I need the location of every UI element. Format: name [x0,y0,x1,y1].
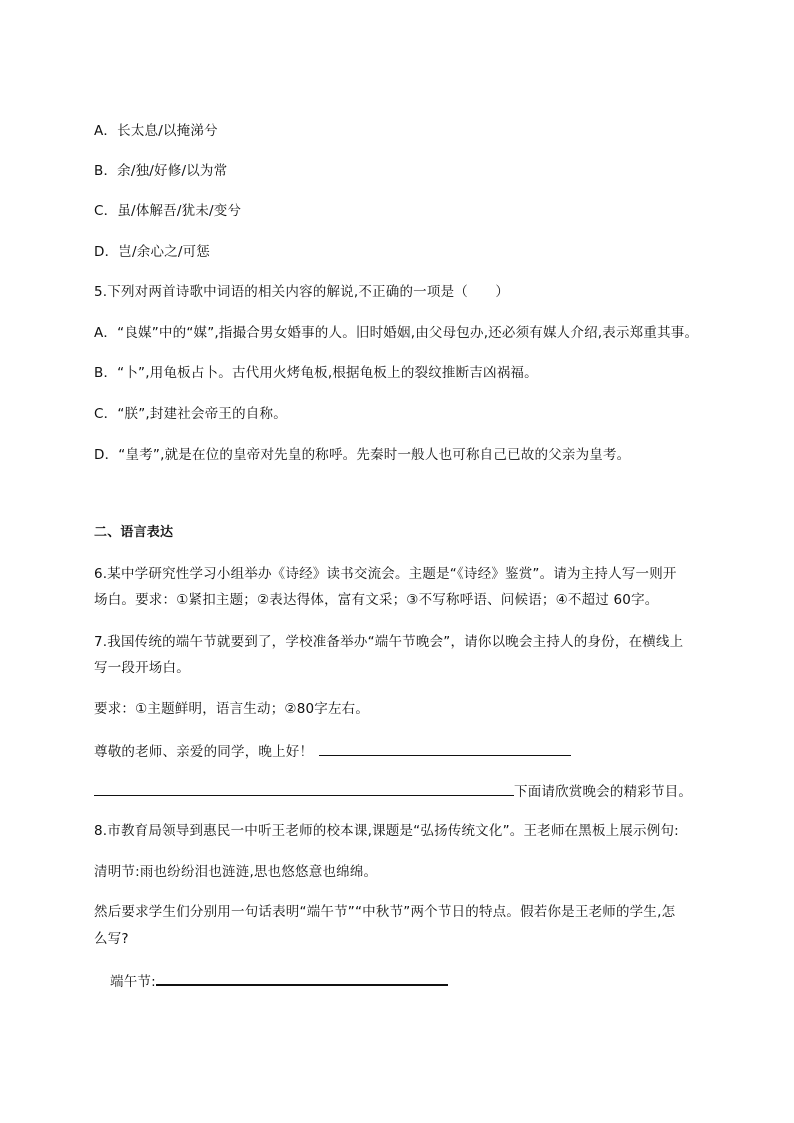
q6-line-2: 场白。要求：①紧扣主题；②表达得体，富有文采；③不写称呼语、问候语；④不超过 60字。 [94,592,659,608]
q8-answer-row [110,970,448,992]
q4-option-b: B．余/独/好修/以为常 [94,163,228,179]
q5-option-b: B．“卜”,用龟板占卜。古代用火烤龟板,根据龟板上的裂纹推断吉凶祸福。 [94,365,538,381]
q5-option-d: D．“皇考”,就是在位的皇帝对先皇的称呼。先秦时一般人也可称自己已故的父亲为皇考。 [94,447,631,463]
q5-option-c: C．“朕”,封建社会帝王的自称。 [94,406,287,422]
section-title: 二、语言表达 [94,525,174,540]
q7-requirement: 要求：①主题鲜明，语言生动；②80字左右。 [94,701,370,717]
q7-line-2: 写一段开场白。 [94,660,190,676]
q4-option-a: A．长太息/以掩涕兮 [94,123,218,139]
q8-answer-blank[interactable] [156,970,448,986]
q8-line-1: 8.市教育局领导到惠民一中听王老师的校本课,课题是“弘扬传统文化”。王老师在黑板上展示例句: [94,823,679,839]
q7-closing-row [94,781,692,802]
q8-answer-label: 端午节: [110,974,156,990]
q7-answer-blank-2[interactable] [94,781,514,796]
q4-option-c: C．虽/体解吾/犹未/变兮 [94,203,242,219]
q7-closing: 下面请欣赏晚会的精彩节目。 [514,784,693,800]
q6-line-1: 6.某中学研究性学习小组举办《诗经》读书交流会。主题是“《诗经》鉴赏”。请为主持人写一则开 [94,566,677,582]
q5-option-a: A．“良媒”中的“媒”,指撮合男女婚事的人。旧时婚姻,由父母包办,还必须有媒人介绍,表示郑重其事。 [94,325,699,341]
q4-option-d: D．岂/余心之/可惩 [94,244,210,260]
q8-example: 清明节:雨也纷纷泪也涟涟,思也悠悠意也绵绵。 [94,864,378,880]
q5-stem: 5.下列对两首诗歌中词语的相关内容的解说,不正确的一项是（ ） [94,284,510,300]
q7-greeting-row [94,741,571,762]
q7-answer-blank-1[interactable] [319,741,571,756]
q8-line-4: 么写? [94,931,129,947]
q7-greeting: 尊敬的老师、亲爱的同学，晚上好！ [94,744,314,760]
q8-line-3: 然后要求学生们分别用一句话表明“端午节”“中秋节”两个节日的特点。假若你是王老师的学生,怎 [94,904,676,920]
q7-line-1: 7.我国传统的端午节就要到了，学校准备举办“端午节晚会”，请你以晚会主持人的身份，在横线上 [94,634,684,650]
